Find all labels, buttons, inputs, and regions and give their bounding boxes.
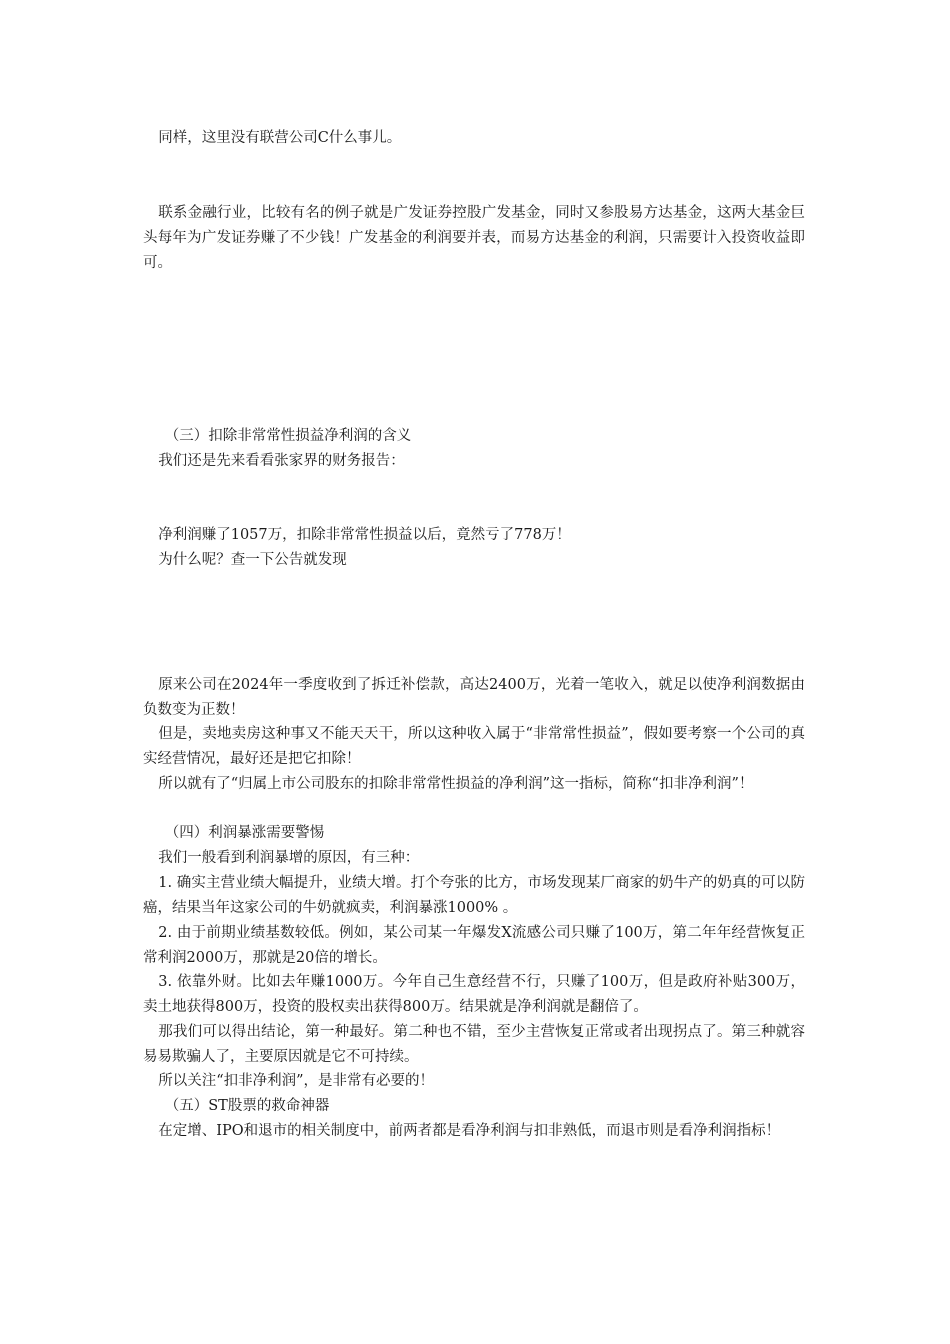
list-item-reason-1: 1. 确实主营业绩大幅提升，业绩大增。打个夸张的比方，市场发现某厂商家的奶牛产的奶真的可以防癌，结果当年这家公司的牛奶就疯卖，利润暴涨1000% 。 [143,875,805,916]
paragraph-associate-company: 同样，这里没有联营公司C什么事儿。 [158,130,402,146]
list-item-reason-3: 3. 依靠外财。比如去年赚1000万。今年自己生意经营不行，只赚了100万，但是政府补贴300万，卖土地获得800万，投资的股权卖出获得800万。结果就是净利润就是翻倍了。 [143,974,805,1015]
paragraph-financial-example: 联系金融行业，比较有名的例子就是广发证券控股广发基金，同时又参股易方达基金，这两大基金巨头每年为广发证券赚了不少钱！广发基金的利润要并表，而易方达基金的利润，只需要计入投资收益即可。 [143,205,805,271]
paragraph-nonrecurring: 但是，卖地卖房这种事又不能天天干，所以这种收入属于“非常常性损益”，假如要考察一个公司的真实经营情况，最好还是把它扣除！ [143,726,805,767]
paragraph-conclusion: 那我们可以得出结论，第一种最好。第二种也不错，至少主营恢复正常或者出现拐点了。第三种就容易易欺骗人了，主要原因就是它不可持续。 [143,1024,805,1065]
section-heading-5: （五）ST股票的救命神器 [164,1098,330,1114]
paragraph-delisting: 在定增、IPO和退市的相关制度中，前两者都是看净利润与扣非熟低，而退市则是看净利润指标！ [158,1123,781,1139]
paragraph-why: 为什么呢？查一下公告就发现 [158,552,347,568]
paragraph-compensation: 原来公司在2024年一季度收到了拆迁补偿款，高达2400万，光着一笔收入，就足以使净利润数据由负数变为正数！ [143,677,805,718]
section-heading-4: （四）利润暴涨需要警惕 [164,825,325,841]
section-heading-3: （三）扣除非常常性损益净利润的含义 [164,428,412,444]
paragraph-net-profit-loss: 净利润赚了1057万，扣除非常常性损益以后，竟然亏了778万！ [158,527,571,543]
paragraph-zhangjiajie-intro: 我们还是先来看看张家界的财务报告： [158,453,405,469]
paragraph-three-reasons: 我们一般看到利润暴增的原因，有三种： [158,850,420,866]
paragraph-attention: 所以关注“扣非净利润”，是非常有必要的！ [158,1073,435,1089]
list-item-reason-2: 2. 由于前期业绩基数较低。例如，某公司某一年爆发X流感公司只赚了100万，第二年年经营恢复正常利润2000万，那就是20倍的增长。 [143,925,805,966]
paragraph-indicator: 所以就有了“归属上市公司股东的扣除非常常性损益的净利润”这一指标，简称“扣非净利润”！ [158,776,754,792]
